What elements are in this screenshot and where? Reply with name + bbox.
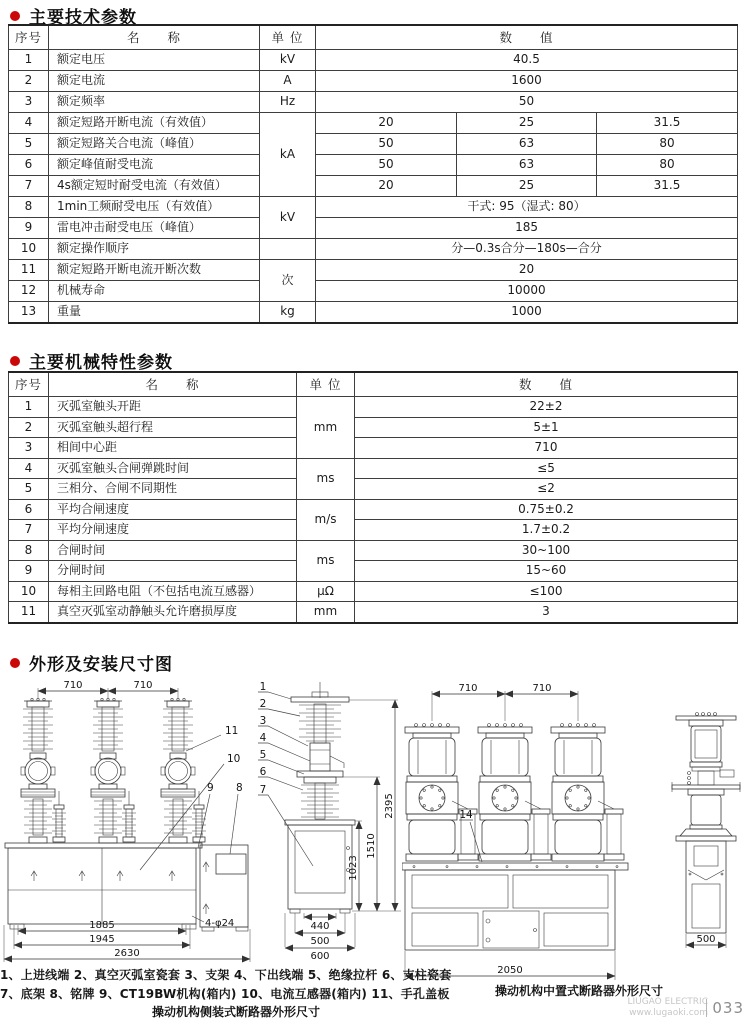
section-mech-title [10, 348, 173, 373]
row-name: 额定频率 [49, 92, 260, 113]
callout-label: 14 [459, 809, 473, 821]
row-value: 50 [316, 134, 457, 155]
col-unit: 单 位 [260, 25, 316, 50]
row-name: 分闸时间 [49, 561, 297, 582]
row-name: 平均分闸速度 [49, 520, 297, 541]
row-unit: kV [260, 197, 316, 239]
row-value: 1600 [316, 71, 738, 92]
pole-assembly [91, 698, 125, 843]
table-row [9, 520, 738, 541]
dim-label: 2050 [497, 965, 523, 976]
row-name: 4s额定短时耐受电流（有效值） [49, 176, 260, 197]
row-name: 相间中心距 [49, 438, 297, 459]
row-value: 25 [457, 176, 597, 197]
row-unit: mm [297, 602, 355, 623]
dim-label: 500 [310, 936, 330, 947]
row-name: 额定短路开断电流开断次数 [49, 260, 260, 281]
row-value: 63 [457, 155, 597, 176]
col-unit: 单 位 [297, 372, 355, 397]
row-name: 机械寿命 [49, 281, 260, 302]
row-value: ≤100 [355, 581, 738, 602]
dim-label: 1885 [89, 920, 115, 931]
row-name: 灭弧室触头开距 [49, 397, 297, 418]
table-header-row [9, 25, 738, 50]
col-value: 数 值 [316, 25, 738, 50]
row-name: 真空灭弧室动静触头允许磨损厚度 [49, 602, 297, 623]
brand-url: www.lugaoki.com [629, 1007, 708, 1018]
row-value: 80 [597, 134, 738, 155]
row-name: 额定电流 [49, 71, 260, 92]
row-no: 13 [9, 302, 49, 324]
row-value: 50 [316, 92, 738, 113]
legend-line-2: 7、底架 8、铭牌 9、CT19BW机构(箱内) 10、电流互感器(箱内) 11、手孔盖板 [0, 987, 450, 1001]
row-unit [260, 239, 316, 260]
row-value: 80 [597, 155, 738, 176]
row-value: 10000 [316, 281, 738, 302]
dim-label: 2630 [114, 948, 140, 959]
row-no: 2 [9, 417, 49, 438]
brand-name: LIUGAO ELECTRIC [627, 997, 708, 1007]
row-value: 40.5 [316, 50, 738, 71]
section-outline-title [10, 650, 173, 675]
table-row [9, 176, 738, 197]
row-value: 31.5 [597, 113, 738, 134]
red-bullet-icon [10, 356, 20, 366]
callout-label: 2 [259, 698, 267, 710]
table-row [9, 417, 738, 438]
col-name: 名 称 [49, 372, 297, 397]
section-title-text: 主要机械特性参数 [29, 353, 173, 373]
table-row [9, 239, 738, 260]
table-row [9, 479, 738, 500]
pole-assembly [161, 698, 195, 843]
drawing-centre-mounted-front [402, 678, 664, 990]
dim-label: 500 [696, 934, 716, 945]
row-no: 3 [9, 92, 49, 113]
table-row [9, 218, 738, 239]
row-unit: ms [297, 540, 355, 581]
table-row [9, 581, 738, 602]
table-row [9, 134, 738, 155]
table-header-row [9, 372, 738, 397]
caption-left-drawing: 操动机构侧装式断路器外形尺寸 [151, 1005, 320, 1019]
row-no: 1 [9, 397, 49, 418]
row-no: 1 [9, 50, 49, 71]
pole-assembly [551, 724, 624, 862]
row-no: 12 [9, 281, 49, 302]
row-no: 4 [9, 458, 49, 479]
row-value: 31.5 [597, 176, 738, 197]
table-row [9, 602, 738, 623]
row-unit: kg [260, 302, 316, 324]
row-name: 雷电冲击耐受电压（峰值） [49, 218, 260, 239]
col-no: 序号 [9, 372, 49, 397]
row-value: 5±1 [355, 417, 738, 438]
dim-label: 1023 [348, 855, 359, 881]
row-value: 0.75±0.2 [355, 499, 738, 520]
support-insulator [52, 791, 66, 842]
callout-label: 5 [259, 749, 267, 761]
red-bullet-icon [10, 658, 20, 668]
table-row [9, 561, 738, 582]
col-no: 序号 [9, 25, 49, 50]
row-unit: A [260, 71, 316, 92]
table-row [9, 71, 738, 92]
pole-pedestal-side-view [672, 713, 740, 934]
row-name: 合闸时间 [49, 540, 297, 561]
caption-right-drawing: 操动机构中置式断路器外形尺寸 [495, 984, 664, 998]
dim-label: 710 [63, 680, 83, 691]
row-no: 6 [9, 499, 49, 520]
table-row [9, 281, 738, 302]
row-value: 1.7±0.2 [355, 520, 738, 541]
pole-assembly [478, 724, 551, 862]
row-value: 20 [316, 260, 738, 281]
row-value: 干式: 95（湿式: 80） [316, 197, 738, 218]
table-row [9, 458, 738, 479]
row-no: 7 [9, 176, 49, 197]
section-title-text: 外形及安装尺寸图 [29, 655, 173, 675]
dim-label: 710 [133, 680, 153, 691]
dim-label: 4-φ24 [205, 918, 235, 929]
row-value: 30~100 [355, 540, 738, 561]
support-insulator [122, 791, 136, 842]
row-unit: ms [297, 458, 355, 499]
drawing-side-mounted-front [0, 678, 256, 974]
pole-assembly [21, 698, 55, 843]
pole-side-view [285, 682, 355, 913]
row-value: 3 [355, 602, 738, 623]
row-no: 10 [9, 239, 49, 260]
base-cabinet [5, 843, 202, 929]
row-no: 11 [9, 260, 49, 281]
drawing-side-mounted-side [255, 678, 405, 978]
row-no: 9 [9, 218, 49, 239]
row-no: 9 [9, 561, 49, 582]
pole-assembly [405, 724, 478, 862]
row-value: 25 [457, 113, 597, 134]
frame-cabinet [402, 863, 628, 950]
callout-label: 10 [227, 753, 241, 765]
table-row [9, 540, 738, 561]
row-name: 重量 [49, 302, 260, 324]
row-name: 额定操作顺序 [49, 239, 260, 260]
drawing-centre-mounted-side [664, 678, 750, 978]
row-value: 50 [316, 155, 457, 176]
callout-label: 7 [259, 784, 267, 796]
dim-label: 440 [310, 921, 330, 932]
table-row [9, 397, 738, 418]
row-no: 6 [9, 155, 49, 176]
row-name: 1min工频耐受电压（有效值） [49, 197, 260, 218]
row-no: 8 [9, 197, 49, 218]
mech-params-table [8, 371, 738, 624]
row-no: 5 [9, 479, 49, 500]
table-row [9, 155, 738, 176]
row-name: 每相主回路电阻（不包括电流互感器） [49, 581, 297, 602]
row-name: 灭弧室触头合闸弹跳时间 [49, 458, 297, 479]
table-row [9, 438, 738, 459]
row-value: 15~60 [355, 561, 738, 582]
table-row [9, 50, 738, 71]
table-row [9, 197, 738, 218]
legend-line-1: 1、上进线端 2、真空灭弧室瓷套 3、支架 4、下出线端 5、绝缘拉杆 6、支柱瓷套 [0, 968, 452, 982]
row-no: 11 [9, 602, 49, 623]
table-row [9, 113, 738, 134]
row-unit: kA [260, 113, 316, 197]
row-value: 22±2 [355, 397, 738, 418]
row-name: 额定短路开断电流（有效值） [49, 113, 260, 134]
row-no: 3 [9, 438, 49, 459]
dim-label: 1510 [366, 833, 377, 859]
row-value: 20 [316, 176, 457, 197]
callout-label: 8 [236, 782, 243, 794]
col-name: 名 称 [49, 25, 260, 50]
callout-label: 9 [207, 782, 214, 794]
col-value: 数 值 [355, 372, 738, 397]
row-no: 10 [9, 581, 49, 602]
row-name: 额定峰值耐受电流 [49, 155, 260, 176]
row-value: ≤2 [355, 479, 738, 500]
dim-label: 1945 [89, 934, 115, 945]
brand-watermark [588, 997, 708, 1018]
table-row [9, 92, 738, 113]
row-name: 平均合闸速度 [49, 499, 297, 520]
row-value: 185 [316, 218, 738, 239]
dim-label: 710 [458, 683, 478, 694]
row-value: ≤5 [355, 458, 738, 479]
table-row [9, 302, 738, 324]
row-no: 8 [9, 540, 49, 561]
table-row [9, 260, 738, 281]
row-unit: mm [297, 397, 355, 459]
page-number: 033 [706, 999, 744, 1017]
row-unit: kV [260, 50, 316, 71]
row-no: 7 [9, 520, 49, 541]
support-insulator [192, 791, 206, 842]
red-bullet-icon [10, 11, 20, 21]
tech-params-table [8, 24, 738, 324]
callout-label: 11 [225, 725, 239, 737]
row-unit: m/s [297, 499, 355, 540]
row-no: 2 [9, 71, 49, 92]
row-no: 5 [9, 134, 49, 155]
dim-label: 2395 [384, 793, 395, 819]
row-unit: Hz [260, 92, 316, 113]
callout-label: 6 [259, 766, 267, 778]
row-no: 4 [9, 113, 49, 134]
row-value: 63 [457, 134, 597, 155]
section-title-text: 主要技术参数 [29, 8, 137, 28]
table-row [9, 499, 738, 520]
row-value: 20 [316, 113, 457, 134]
row-name: 额定短路关合电流（峰值） [49, 134, 260, 155]
row-value: 710 [355, 438, 738, 459]
row-unit: 次 [260, 260, 316, 302]
row-value: 1000 [316, 302, 738, 324]
dim-label: 710 [532, 683, 552, 694]
callout-label: 3 [259, 715, 267, 727]
dim-label: 600 [310, 951, 330, 962]
row-name: 额定电压 [49, 50, 260, 71]
row-name: 灭弧室触头超行程 [49, 417, 297, 438]
callout-label: 1 [259, 681, 267, 693]
row-value: 分—0.3s合分—180s—合分 [316, 239, 738, 260]
row-unit: μΩ [297, 581, 355, 602]
callout-label: 4 [259, 732, 267, 744]
row-name: 三相分、合闸不同期性 [49, 479, 297, 500]
